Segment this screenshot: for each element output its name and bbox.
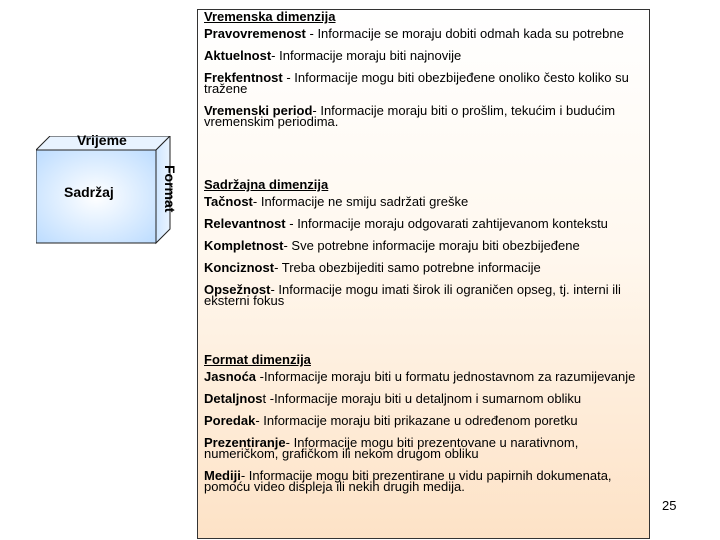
cube-side-label: Format [162, 165, 178, 213]
item-term: Pravovremenost [204, 26, 306, 41]
item-text: - Informacije mogu biti obezbijeđene onoliko često koliko su tražene [204, 70, 629, 96]
list-item [204, 470, 644, 492]
item-text: - Informacije mogu biti prezentirane u vidu papirnih dokumenata, pomoću video displeja ili nekih drugih medija. [204, 468, 612, 494]
item-term: Opsežnost [204, 282, 271, 297]
item-term: Kompletnost [204, 238, 284, 253]
list-item [204, 262, 644, 273]
section-format [204, 353, 644, 503]
item-term: Poredak [204, 413, 256, 428]
item-text: - Informacije moraju biti najnovije [271, 48, 462, 63]
item-term: Konciznost [204, 260, 275, 275]
item-text: t -Informacije moraju biti u detaljnom i sumarnom obliku [262, 391, 582, 406]
item-term: Prezentiranje [204, 435, 286, 450]
item-text: - Informacije moraju biti o prošlim, tekućim i budućim vremenskim periodima. [204, 103, 616, 129]
item-term: Relevantnost [204, 216, 286, 231]
item-text: -Informacije moraju biti u formatu jednostavnom za razumijevanje [256, 369, 636, 384]
item-term: Frekfentnost [204, 70, 283, 85]
section-title: Sadržajna dimenzija [204, 177, 329, 192]
item-text: - Informacije mogu biti prezentovane u narativnom, numeričkom, grafičkom ili nekom drugom obliku [204, 435, 579, 461]
section-title: Format dimenzija [204, 352, 311, 367]
list-item [204, 196, 644, 207]
list-item [204, 415, 644, 426]
list-item [204, 218, 644, 229]
list-item [204, 28, 644, 39]
item-term: Aktuelnost [204, 48, 272, 63]
item-term: Mediji [204, 468, 241, 483]
list-item [204, 393, 644, 404]
list-item [204, 72, 644, 94]
section-time [204, 10, 644, 138]
item-text: - Informacije ne smiju sadržati greške [252, 194, 469, 209]
item-term: Tačnost [204, 194, 253, 209]
cube-front-label: Sadržaj [64, 184, 114, 200]
section-content [204, 178, 644, 317]
list-item [204, 105, 644, 127]
section-title: Vremenska dimenzija [204, 9, 336, 24]
item-term: Detaljnos [204, 391, 263, 406]
item-term: Vremenski period [204, 103, 313, 118]
item-text: - Informacije moraju odgovarati zahtijevanom kontekstu [285, 216, 608, 231]
cube-top-label: Vrijeme [77, 132, 127, 148]
list-item [204, 437, 644, 459]
item-text: - Treba obezbijediti samo potrebne informacije [274, 260, 541, 275]
dimensions-panel [197, 9, 650, 539]
item-term: Jasnoća [204, 369, 257, 384]
list-item [204, 50, 644, 61]
list-item [204, 284, 644, 306]
item-text: - Informacije mogu imati širok ili ograničen opseg, tj. interni ili eksterni fokus [204, 282, 621, 308]
item-text: - Sve potrebne informacije moraju biti obezbijeđene [283, 238, 580, 253]
list-item [204, 240, 644, 251]
item-text: - Informacije moraju biti prikazane u određenom poretku [255, 413, 578, 428]
dimension-cube [36, 132, 186, 246]
list-item [204, 371, 644, 382]
page-number: 25 [662, 498, 677, 513]
item-text: - Informacije se moraju dobiti odmah kada su potrebne [305, 26, 624, 41]
